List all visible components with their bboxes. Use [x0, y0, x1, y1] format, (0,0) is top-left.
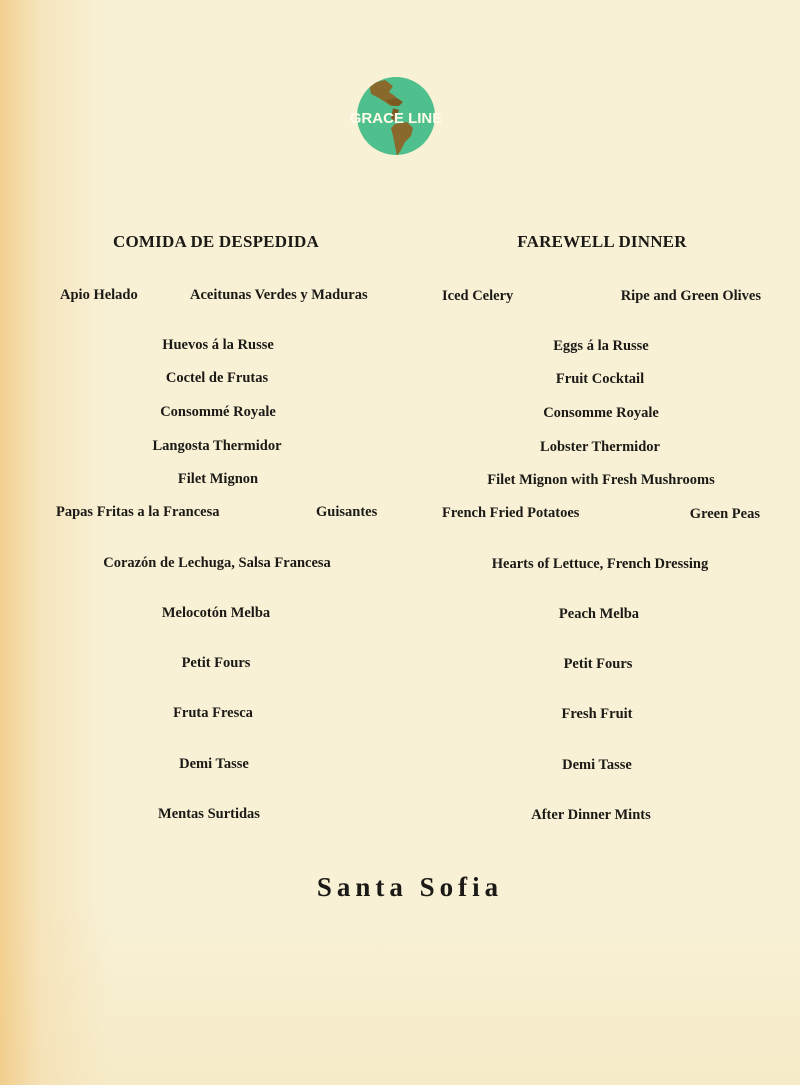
item-cocktail: Fruit Cocktail	[555, 371, 645, 387]
item-huevos: Huevos á la Russe	[162, 337, 274, 353]
item-consomme-es: Consommé Royale	[160, 404, 276, 420]
item-demi-es: Demi Tasse	[179, 756, 249, 772]
item-olives: Ripe and Green Olives	[620, 288, 761, 304]
item-apio: Apio Helado	[60, 287, 138, 303]
item-aceitunas: Aceitunas Verdes y Maduras	[190, 287, 368, 303]
item-petit-es: Petit Fours	[181, 655, 251, 671]
grace-line-logo	[349, 76, 443, 156]
item-lobster: Lobster Thermidor	[540, 439, 660, 455]
item-lettuce: Hearts of Lettuce, French Dressing	[491, 556, 709, 572]
item-filet-es: Filet Mignon	[177, 471, 259, 487]
item-fruta: Fruta Fresca	[173, 705, 253, 721]
item-demi-en: Demi Tasse	[562, 757, 632, 773]
item-consomme-en: Consomme Royale	[543, 405, 659, 421]
item-peas: Green Peas	[689, 506, 760, 522]
item-papas: Papas Fritas a la Francesa	[56, 504, 220, 520]
heading-spanish: COMIDA DE DESPEDIDA	[113, 232, 319, 251]
ship-name: Santa Sofia	[316, 872, 504, 902]
item-mints: After Dinner Mints	[531, 807, 651, 823]
heading-english: FAREWELL DINNER	[517, 232, 687, 251]
item-guisantes: Guisantes	[316, 504, 378, 520]
item-potatoes: French Fried Potatoes	[442, 505, 580, 521]
item-fruit: Fresh Fruit	[561, 706, 633, 722]
item-eggs: Eggs á la Russe	[553, 338, 649, 354]
item-coctel: Coctel de Frutas	[165, 370, 269, 386]
logo-text: GRACE LINE	[349, 110, 443, 127]
item-melocoton: Melocotón Melba	[161, 605, 271, 621]
item-mentas: Mentas Surtidas	[158, 806, 260, 822]
item-celery: Iced Celery	[442, 288, 514, 304]
item-corazon: Corazón de Lechuga, Salsa Francesa	[103, 555, 331, 571]
item-langosta: Langosta Thermidor	[152, 438, 282, 454]
item-peach: Peach Melba	[558, 606, 640, 622]
item-petit-en: Petit Fours	[563, 656, 633, 672]
item-filet-en: Filet Mignon with Fresh Mushrooms	[487, 472, 715, 488]
